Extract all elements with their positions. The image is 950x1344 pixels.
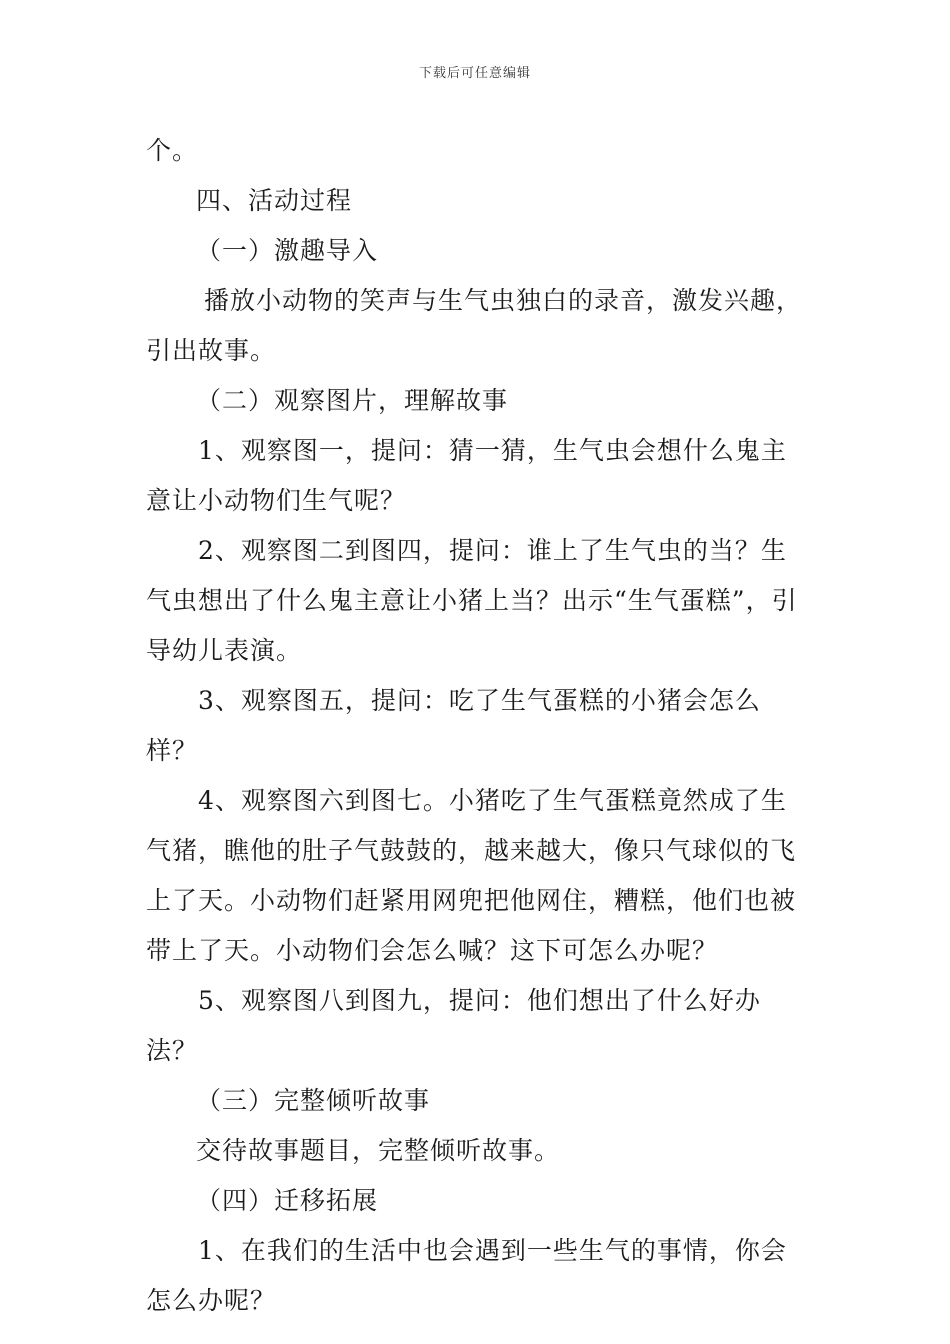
section-heading-process: 四、活动过程 xyxy=(196,186,353,215)
list-item: 4、观察图六到图七。小猪吃了生气蛋糕竟然成了生气猪，瞧他的肚子气鼓鼓的，越来越大，像只气球似的飞上了天。小动物们赶紧用网兜把他网住，糟糕，他们也被带上了天。小动物们会怎么喊？这下可怎么办呢？ xyxy=(146,786,797,965)
list-item: 1、在我们的生活中也会遇到一些生气的事情，你会怎么办呢？ xyxy=(146,1236,787,1315)
subheading-3: （三）完整倾听故事 xyxy=(196,1086,431,1115)
subheading-4: （四）迁移拓展 xyxy=(196,1186,379,1215)
list-item: 1、观察图一，提问：猜一猜，生气虫会想什么鬼主意让小动物们生气呢？ xyxy=(146,436,787,515)
list-item: 2、观察图二到图四，提问：谁上了生气虫的当？生气虫想出了什么鬼主意让小猪上当？出示“生气蛋糕”，引导幼儿表演。 xyxy=(146,536,798,665)
list-item: 3、观察图五，提问：吃了生气蛋糕的小猪会怎么样？ xyxy=(146,686,761,765)
subheading-1: （一）激趣导入 xyxy=(196,236,379,265)
paragraph: 交待故事题目，完整倾听故事。 xyxy=(196,1136,561,1165)
paragraph-continuation: 个。 xyxy=(146,136,199,165)
list-item: 5、观察图八到图九，提问：他们想出了什么好办法？ xyxy=(146,986,761,1065)
document-body xyxy=(146,126,811,1326)
subheading-2: （二）观察图片，理解故事 xyxy=(196,386,509,415)
page-header: 下载后可任意编辑 xyxy=(418,66,531,81)
paragraph: 播放小动物的笑声与生气虫独白的录音，激发兴趣，引出故事。 xyxy=(146,286,803,365)
